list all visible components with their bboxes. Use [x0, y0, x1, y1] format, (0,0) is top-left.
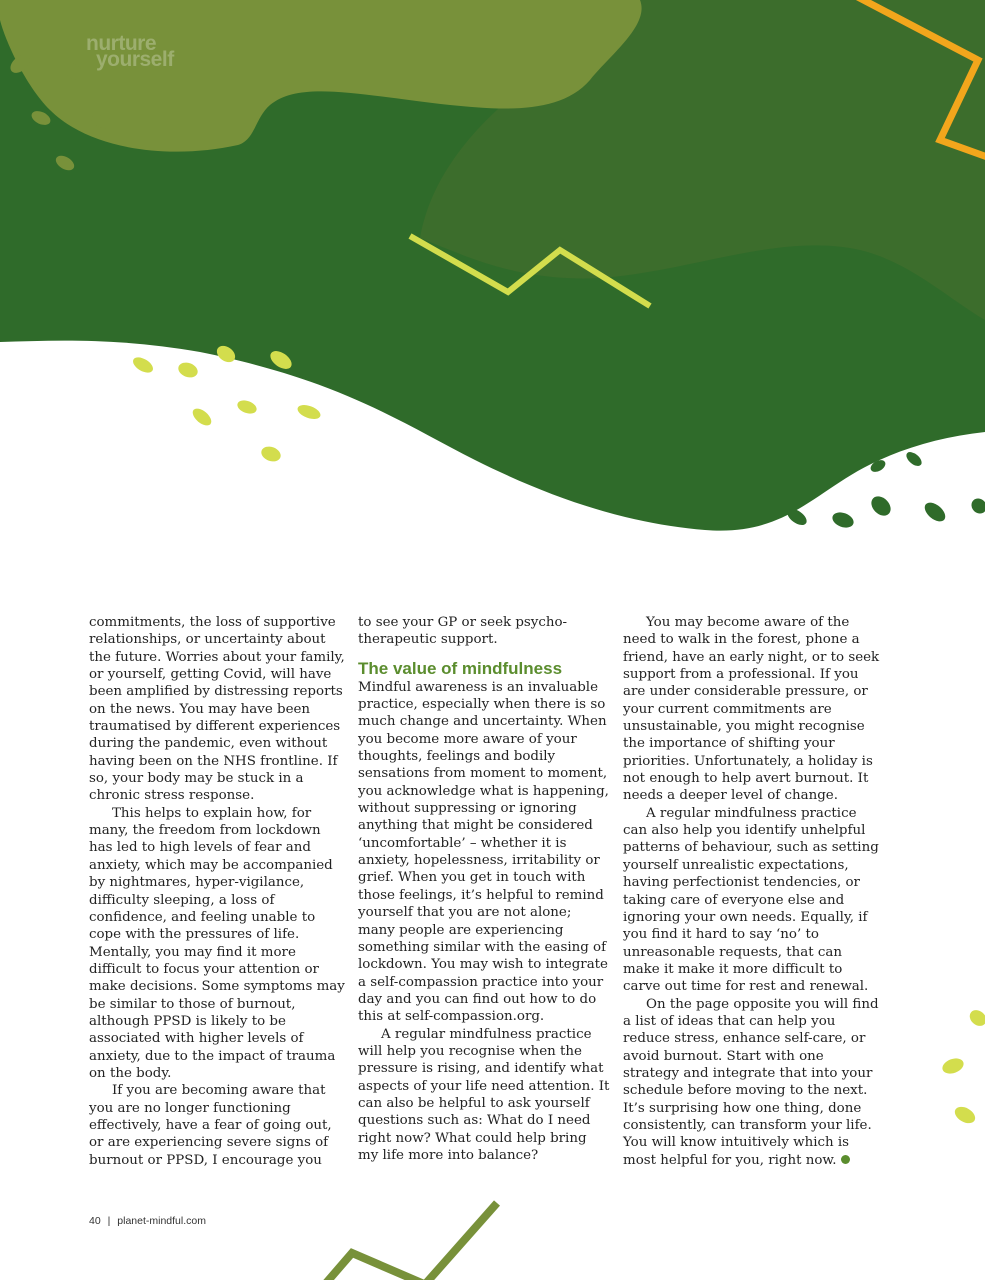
- final-paragraph-text: On the page opposite you will find a list of ideas that can help you reduce stress, enhance self-care, or avoid burnout. Start with one strategy and integrate that into your schedule before moving to the next. It’s surprising how one thing, done consistently, can transform your life. You will know intuitively which is most helpful for you, right now.: [623, 996, 879, 1168]
- body-paragraph: A regular mindfulness practice can also help you identify unhelpful patterns of behaviour, such as setting yourself unrealistic expectations, having perfectionist tendencies, or taking care of everyone else and ignoring your own needs. Equally, if you find it hard to say ‘no’ to unreasonable requests, that can make it make it more difficult to carve out time for rest and renewal.: [623, 805, 879, 995]
- body-paragraph: Mindful awareness is an invaluable practice, especially when there is so much change and uncertainty. When you become more aware of your thoughts, feelings and bodily sensations from moment to moment, you acknowledge what is happening, without suppressing or ignoring anything that might be considered ‘uncomfortable’ – whether it is anxiety, hopelessness, irritability or grief. When you get in touch with those feelings, it’s helpful to remind yourself that you are not alone; many people are experiencing something similar with the easing of lockdown. You may wish to integrate a self-compassion practice into your day and you can find out how to do this at self-compassion.org.: [358, 679, 609, 1025]
- section-tag: [86, 32, 196, 71]
- page-number: 40: [89, 1215, 101, 1227]
- end-mark-dot-icon: [841, 1155, 850, 1164]
- article-column-1: [89, 614, 347, 1169]
- section-tag-line2: yourself: [96, 48, 174, 71]
- body-paragraph: to see your GP or seek psycho-therapeutic support.: [358, 615, 568, 648]
- body-paragraph: This helps to explain how, for many, the freedom from lockdown has led to high levels of fear and anxiety, which may be accompanied by nightmares, hyper-vigilance, difficulty sleeping, a loss of confidence, and feeling unable to cope with the pressures of life. Mentally, you may find it more difficult to focus your attention or make decisions. Some symptoms may be similar to those of burnout, although PPSD is likely to be associated with higher levels of anxiety, due to the impact of trauma on the body.: [89, 805, 345, 1081]
- footer-website: planet-mindful.com: [117, 1215, 206, 1227]
- article-column-2: [358, 614, 610, 1164]
- body-paragraph: A regular mindfulness practice will help you recognise when the pressure is rising, and identify what aspects of your life need attention. It can also be helpful to ask yourself questions such as: What do I need right now? What could help bring my life more into balance?: [358, 1026, 610, 1163]
- article-column-3: [623, 614, 881, 1169]
- section-tag-line1: nurture: [86, 32, 156, 55]
- body-paragraph: commitments, the loss of supportive relationships, or uncertainty about the future. Worries about your family, or yourself, getting Covid, will have been amplified by distressing reports on the news. You may have been traumatised by different experiences during the pandemic, even without having been on the NHS frontline. If so, your body may be stuck in a chronic stress response.: [89, 615, 345, 804]
- olive-zigzag-line-bottom: [320, 1203, 497, 1280]
- page-footer: [89, 1215, 206, 1227]
- footer-separator: |: [107, 1215, 111, 1227]
- body-paragraph: You may become aware of the need to walk in the forest, phone a friend, have an early night, or to seek support from a professional. If you are under considerable pressure, or your current commitments are unsustainable, you might recognise the importance of shifting your priorities. Unfortunately, a holiday is not enough to help avert burnout. It needs a deeper level of change.: [623, 615, 880, 804]
- body-paragraph-final: [623, 996, 881, 1169]
- section-heading: The value of mindfulness: [358, 658, 563, 678]
- body-paragraph: If you are becoming aware that you are no longer functioning effectively, have a fear of going out, or are experiencing severe signs of burnout or PPSD, I encourage you: [89, 1083, 332, 1168]
